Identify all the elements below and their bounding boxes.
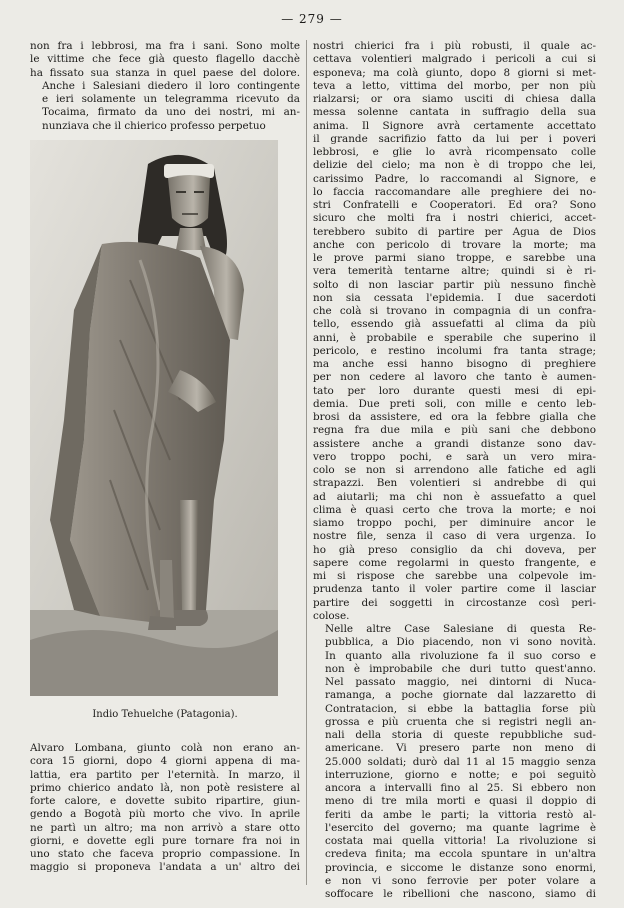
text-line: prudenza tanto il voler partire come il lasciar xyxy=(313,583,596,596)
text-line: delizie del cielo; ma non è di troppo che lei, xyxy=(313,159,596,172)
text-line: stri Confratelli e Cooperatori. Ed ora? Sono xyxy=(313,199,596,211)
text-line: lo faccia raccomandare alle preghiere dei no- xyxy=(313,185,596,198)
text-line: brosi da assistere, ed ora la febbre gialla che xyxy=(313,411,596,423)
text-line: meno di tre mila morti e quasi il doppio di xyxy=(325,795,596,808)
text-line: terebbero subito di partire per Agua de Dios xyxy=(313,225,596,238)
text-line: sapere come regolarmi in questo frangente, e xyxy=(313,556,596,569)
text-line: feriti da ambe le parti; la vittoria restò al- xyxy=(325,808,596,821)
text-line: pubblica, a Dio piacendo, non vi sono novità. xyxy=(325,636,596,649)
text-line: ma anche essi hanno bisogno di preghiere xyxy=(313,358,596,370)
text-line: uno stato che faceva proprio compassione. In xyxy=(30,848,300,860)
text-line: ad aiutarli; ma chi non è assuefatto a quel xyxy=(313,490,596,503)
text-line: Alvaro Lombana, giunto colà non erano an- xyxy=(30,742,300,754)
text-line: esponeva; ma colà giunto, dopo 8 giorni si met- xyxy=(313,66,596,79)
text-line: 25.000 soldati; durò dal 11 al 15 maggio senza xyxy=(325,755,596,768)
figure-caption: Indio Tehuelche (Patagonia). xyxy=(92,709,238,720)
left-column-bottom xyxy=(30,742,300,875)
text-line: anni, è probabile e sperabile che superino il xyxy=(313,331,596,344)
text-line: demia. Due preti soli, con mille e cento leb- xyxy=(313,397,596,410)
left-column-top xyxy=(30,40,300,133)
text-line: teva a letto, vittima del morbo, per non più xyxy=(313,79,596,92)
text-line: assistere anche a grandi distanze sono dav- xyxy=(313,437,596,450)
text-line: Anche i Salesiani diedero il loro contingente xyxy=(42,79,300,92)
text-line: interruzione, giorno e notte; e poi seguitò xyxy=(325,768,596,781)
text-line: forte calore, e dovette subito ripartire, giun- xyxy=(30,795,300,807)
text-line: non fra i lebbrosi, ma fra i sani. Sono molte xyxy=(30,40,300,52)
text-line: tato per loro durante questi mesi di epi- xyxy=(313,384,596,397)
text-line: costata mai quella vittoria! La rivoluzione si xyxy=(325,835,596,847)
text-line: giorni, e dovette egli pure tornare fra noi in xyxy=(30,834,300,847)
text-line: vera temerità tentarne altre; quindi si è ri- xyxy=(313,265,596,278)
text-line: maggio si proponeva l'andata a un' altro dei xyxy=(30,861,300,874)
text-line: nostri chierici fra i più robusti, il quale ac- xyxy=(313,40,596,52)
text-line: soffocare le ribellioni che nascono, siamo di xyxy=(325,888,596,900)
statue-image xyxy=(30,140,278,696)
text-line: anche con pericolo di trovare la morte; ma xyxy=(313,238,596,251)
text-line: lebbrosi, e glie lo avrà ricompensato colle xyxy=(313,146,596,158)
paragraph xyxy=(30,742,300,875)
text-line: nostre file, senza il caso di vera urgenza. Io xyxy=(313,530,596,543)
text-line: ramanga, a poche giornate dal lazzaretto di xyxy=(325,689,596,702)
text-line: Nelle altre Case Salesiane di questa Re- xyxy=(325,623,596,635)
text-line: americane. Vi presero parte non meno di xyxy=(325,742,596,755)
text-line: partire dei soggetti in circostanze così peri- xyxy=(313,596,596,609)
text-line: cettava volentieri malgrado i pericoli a cui si xyxy=(313,53,596,66)
text-line: clima è quasi certo che trova la morte; e noi xyxy=(313,503,596,516)
text-line: nali della storia di queste repubbliche sud- xyxy=(325,729,596,741)
text-line: siamo troppo pochi, per diminuire ancor le xyxy=(313,517,596,529)
text-line: regna fra due mila e più sani che debbono xyxy=(313,424,596,437)
text-line: ne partì un altro; ma non arrivò a stare otto xyxy=(30,821,300,834)
text-line: credeva finita; ma eccola spuntare in un'altra xyxy=(325,848,596,861)
text-line: le prove parmi siano troppe, e sarebbe una xyxy=(313,252,596,264)
text-line: ha fissato sua stanza in quel paese del dolore. xyxy=(30,66,300,79)
column-divider xyxy=(306,40,307,885)
text-line: e ieri solamente un telegramma ricevuto da xyxy=(42,93,300,105)
text-line: il grande sacrifizio fatto da lui per i poveri xyxy=(313,132,596,145)
text-line: le vittime che fece già questo flagello dacchè xyxy=(30,53,300,66)
right-column xyxy=(313,40,596,901)
text-line: colo se non si arrendono alle fatiche ed agli xyxy=(313,464,596,476)
text-line: messa solenne cantata in suffragio della sua xyxy=(313,106,596,119)
text-line: pericolo, e restino incolumi fra tanta strage; xyxy=(313,344,596,357)
text-line: carissimo Padre, lo raccomandi al Signore, e xyxy=(313,172,596,185)
text-line: In quanto alla rivoluzione fa il suo corso e xyxy=(325,649,596,662)
text-line: vero troppo pochi, e sarà un vero mira- xyxy=(313,450,596,463)
text-line: non è improbabile che duri tutto quest'anno. xyxy=(325,662,596,675)
text-line: mi si rispose che sarebbe una colpevole im- xyxy=(313,570,596,582)
text-line: strapazzi. Ben volentieri si andrebbe di qui xyxy=(313,477,596,490)
text-line: colose. xyxy=(313,609,350,622)
text-line: sicuro che molti fra i nostri chierici, accet- xyxy=(313,212,596,225)
text-line: ancora a intervalli fino al 25. Si ebbero non xyxy=(325,782,596,794)
text-line: tello, essendo già assuefatti al clima da più xyxy=(313,318,596,331)
text-line: lattia, era partito per l'eternità. In marzo, il xyxy=(30,768,300,781)
text-line: l'esercito del governo; ma quante lagrime è xyxy=(325,821,596,834)
page-number: — 279 — xyxy=(281,12,343,26)
text-line: anima. Il Signore avrà certamente accettato xyxy=(313,119,596,132)
text-line: provincia, e siccome le distanze sono enormi, xyxy=(325,861,596,874)
text-line: Contratacion, si ebbe la battaglia forse più xyxy=(325,702,596,715)
text-line: non sia cessata l'epidemia. I due sacerdoti xyxy=(313,291,596,304)
text-line: per non cedere al lavoro che tanto è aumen- xyxy=(313,371,596,384)
text-line: ho già preso consiglio da chi doveva, per xyxy=(313,543,596,556)
text-line: solto di non lasciar partir più nessuno finchè xyxy=(313,278,596,291)
text-line: e non vi sono ferrovie per poter volare a xyxy=(325,874,596,887)
text-line: Tocaima, firmato da uno dei nostri, mi an- xyxy=(42,106,300,119)
text-line: rialzarsi; or ora siamo usciti di chiesa dalla xyxy=(313,93,596,105)
tehuelche-illustration xyxy=(30,140,278,696)
text-line: cora 15 giorni, dopo 4 giorni appena di ma- xyxy=(30,755,300,768)
text-line: grossa e più cruenta che si registri negli an- xyxy=(325,715,596,728)
text-line: gendo a Bogotà più morto che vivo. In aprile xyxy=(30,808,300,821)
paragraph xyxy=(313,623,596,901)
text-line: Nel passato maggio, nei dintorni di Nuca- xyxy=(325,676,596,688)
paragraph xyxy=(30,80,300,133)
text-line: che colà si trovano in compagnia di un confra- xyxy=(313,305,596,317)
text-line: primo chierico andato là, non potè resistere al xyxy=(30,781,300,794)
text-line: nunziava che il chierico professo perpetuo xyxy=(42,119,266,132)
paragraph xyxy=(313,40,596,623)
paragraph xyxy=(30,40,300,80)
